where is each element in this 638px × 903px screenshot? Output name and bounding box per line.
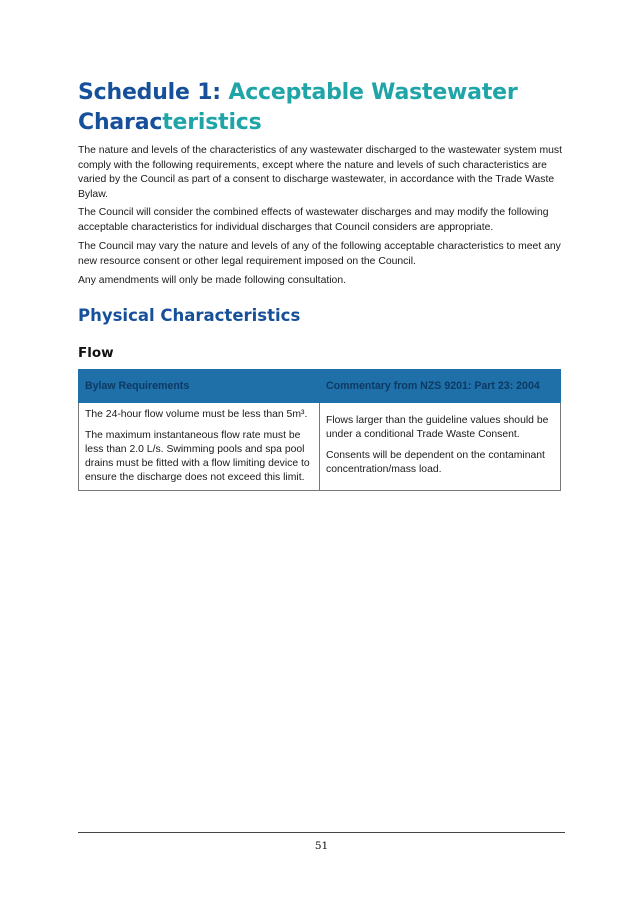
title-part-charac: Charac <box>78 110 163 135</box>
commentary-conditional-consent: Flows larger than the guideline values should be under a conditional Trade Waste Consent. <box>326 415 549 440</box>
bylaw-requirements-cell <box>79 403 320 491</box>
page-number: 51 <box>314 840 329 852</box>
header-commentary: Commentary from NZS 9201: Part 23: 2004 <box>320 370 561 403</box>
page-title <box>78 78 578 138</box>
section-heading: Physical Characteristics <box>78 306 301 325</box>
header-bylaw-requirements: Bylaw Requirements <box>79 370 320 403</box>
bylaw-flow-rate: The maximum instantaneous flow rate must be less than 2.0 L/s. Swimming pools and spa pool drains must be fitted with a flow limiting device to ensure the discharge does not exceed this limit. <box>85 430 310 483</box>
intro-paragraph-2: The Council will consider the combined effects of wastewater discharges and may modify the following acceptable characteristics for individual discharges that Council considers are appropriate. <box>78 207 549 233</box>
intro-paragraph-3: The Council may vary the nature and levels of any of the following acceptable characteristics to meet any new resource consent or other legal requirement imposed on the Council. <box>78 241 561 267</box>
title-part-schedule: Schedule 1: <box>78 80 229 105</box>
flow-requirements-table <box>78 369 561 491</box>
title-part-teristics: teristics <box>162 110 262 135</box>
table-header-row <box>79 370 561 403</box>
bylaw-flow-volume: The 24-hour flow volume must be less than 5m³. <box>85 409 308 420</box>
footer-divider <box>78 832 565 833</box>
commentary-consents-dependent: Consents will be dependent on the contaminant concentration/mass load. <box>326 450 545 475</box>
intro-paragraph-1: The nature and levels of the characteristics of any wastewater discharged to the wastewater system must comply with the following requirements, except where the nature and levels of such characteristics are varied by the Council as part of a consent to discharge wastewater, in accordance with the Trade Waste Bylaw. <box>78 145 562 200</box>
table-row <box>79 403 561 491</box>
intro-paragraph-4: Any amendments will only be made following consultation. <box>78 275 346 286</box>
commentary-cell <box>320 403 561 491</box>
subsection-heading: Flow <box>78 345 114 361</box>
title-part-acceptable: Acceptable Wastewater <box>228 80 518 105</box>
